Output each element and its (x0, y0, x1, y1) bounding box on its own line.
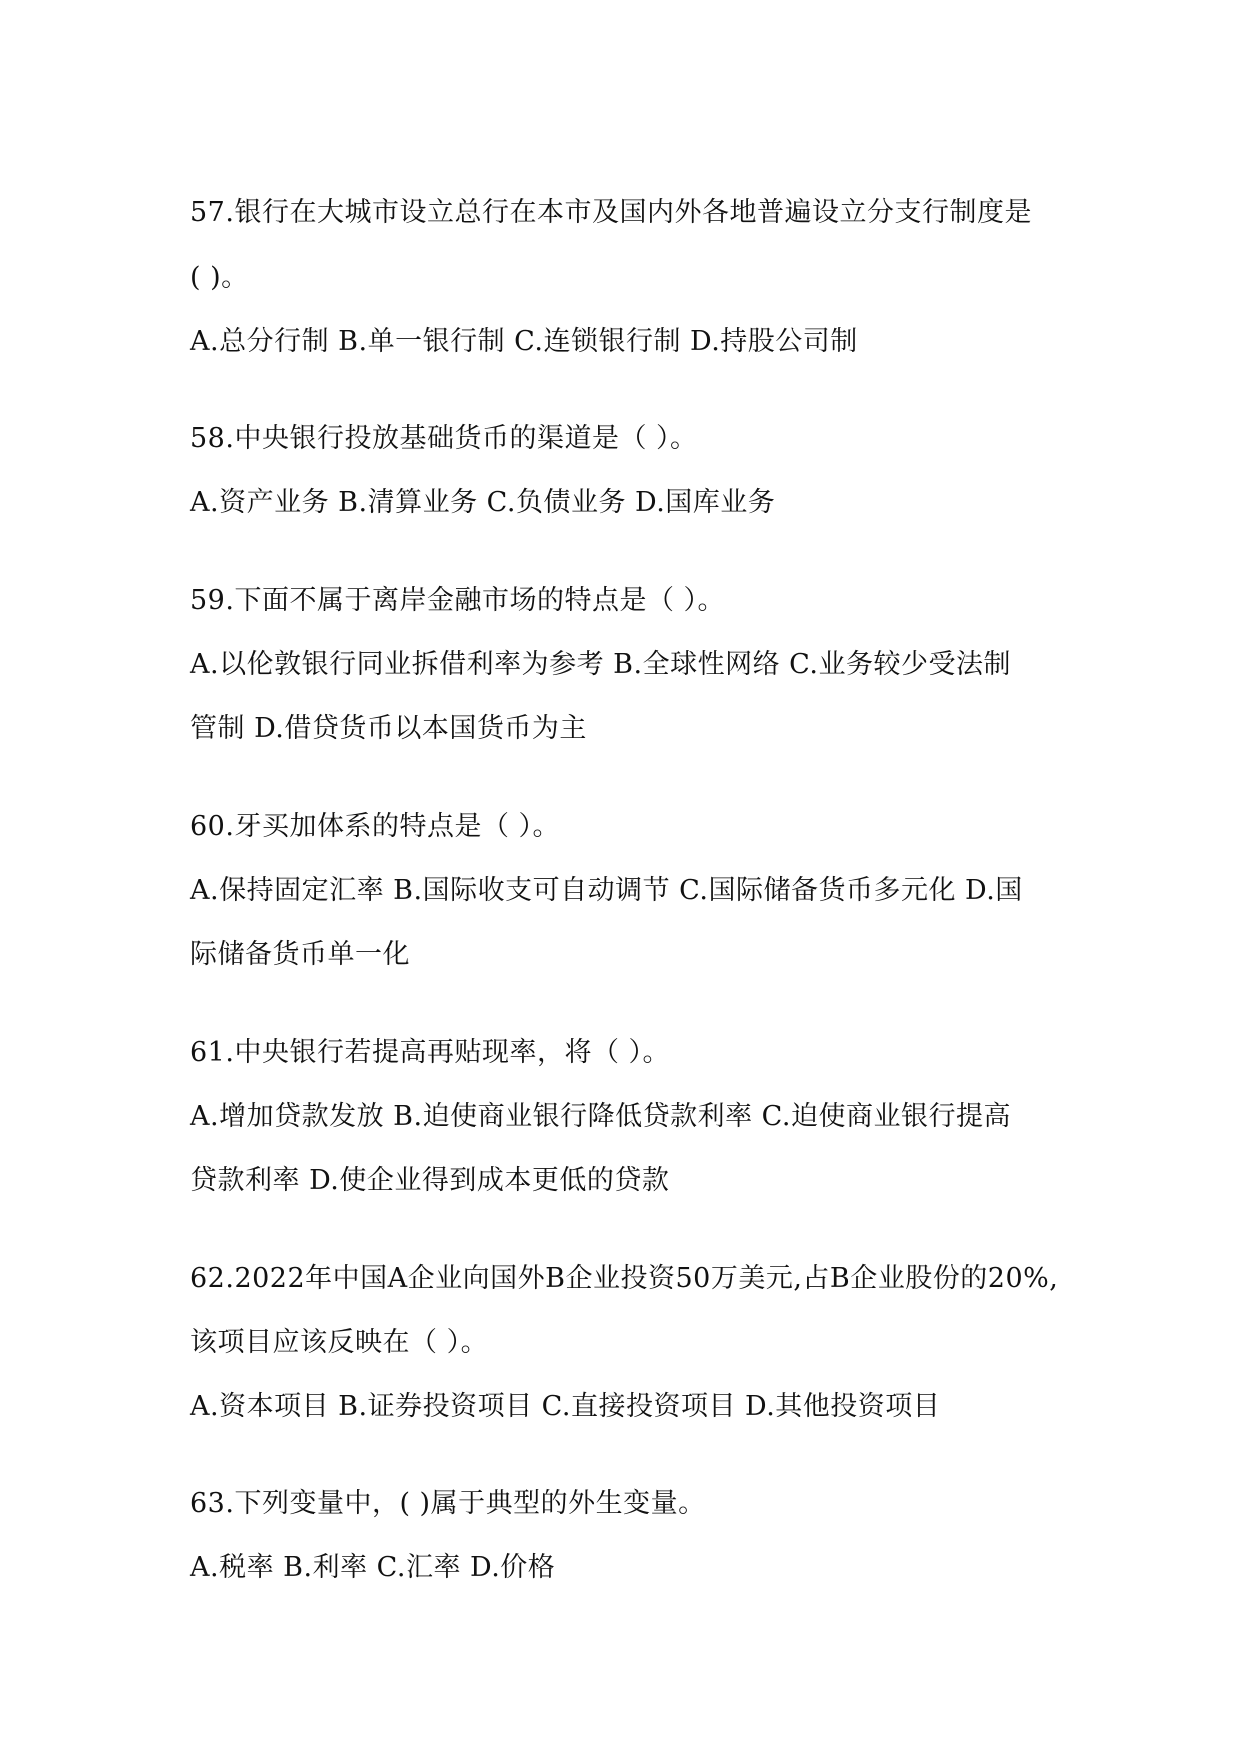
question-62-stem-line-2: 该项目应该反映在（ ）。 (190, 1327, 489, 1358)
question-59-options-line-2: 管制 D.借贷货币以本国货币为主 (190, 713, 587, 744)
question-61-stem: 61.中央银行若提高再贴现率，将（ ）。 (190, 1037, 671, 1068)
question-63-options: A.税率 B.利率 C.汇率 D.价格 (190, 1552, 556, 1583)
question-63-stem: 63.下列变量中，( )属于典型的外生变量。 (190, 1488, 706, 1519)
question-61-options-line-1: A.增加贷款发放 B.迫使商业银行降低贷款利率 C.迫使商业银行提高 (190, 1101, 1011, 1132)
question-58-options: A.资产业务 B.清算业务 C.负债业务 D.国库业务 (190, 487, 776, 518)
question-58-stem: 58.中央银行投放基础货币的渠道是（ ）。 (190, 423, 698, 454)
question-62-stem-line-1: 62.2022年中国A企业向国外B企业投资50万美元,占B企业股份的20%, (190, 1263, 1059, 1294)
question-61-options-line-2: 贷款利率 D.使企业得到成本更低的贷款 (190, 1165, 670, 1196)
question-60-options-line-2: 际储备货币单一化 (190, 939, 410, 970)
question-57-stem-line-1: 57.银行在大城市设立总行在本市及国内外各地普遍设立分支行制度是 (190, 197, 1032, 228)
question-57-stem-line-2: ( )。 (190, 262, 249, 293)
question-60-stem: 60.牙买加体系的特点是（ ）。 (190, 811, 561, 842)
question-59-options-line-1: A.以伦敦银行同业拆借利率为参考 B.全球性网络 C.业务较少受法制 (190, 649, 1011, 680)
question-57-options: A.总分行制 B.单一银行制 C.连锁银行制 D.持股公司制 (190, 326, 858, 357)
question-62-options: A.资本项目 B.证券投资项目 C.直接投资项目 D.其他投资项目 (190, 1391, 941, 1422)
question-59-stem: 59.下面不属于离岸金融市场的特点是（ ）。 (190, 585, 726, 616)
question-60-options-line-1: A.保持固定汇率 B.国际收支可自动调节 C.国际储备货币多元化 D.国 (190, 875, 1023, 906)
